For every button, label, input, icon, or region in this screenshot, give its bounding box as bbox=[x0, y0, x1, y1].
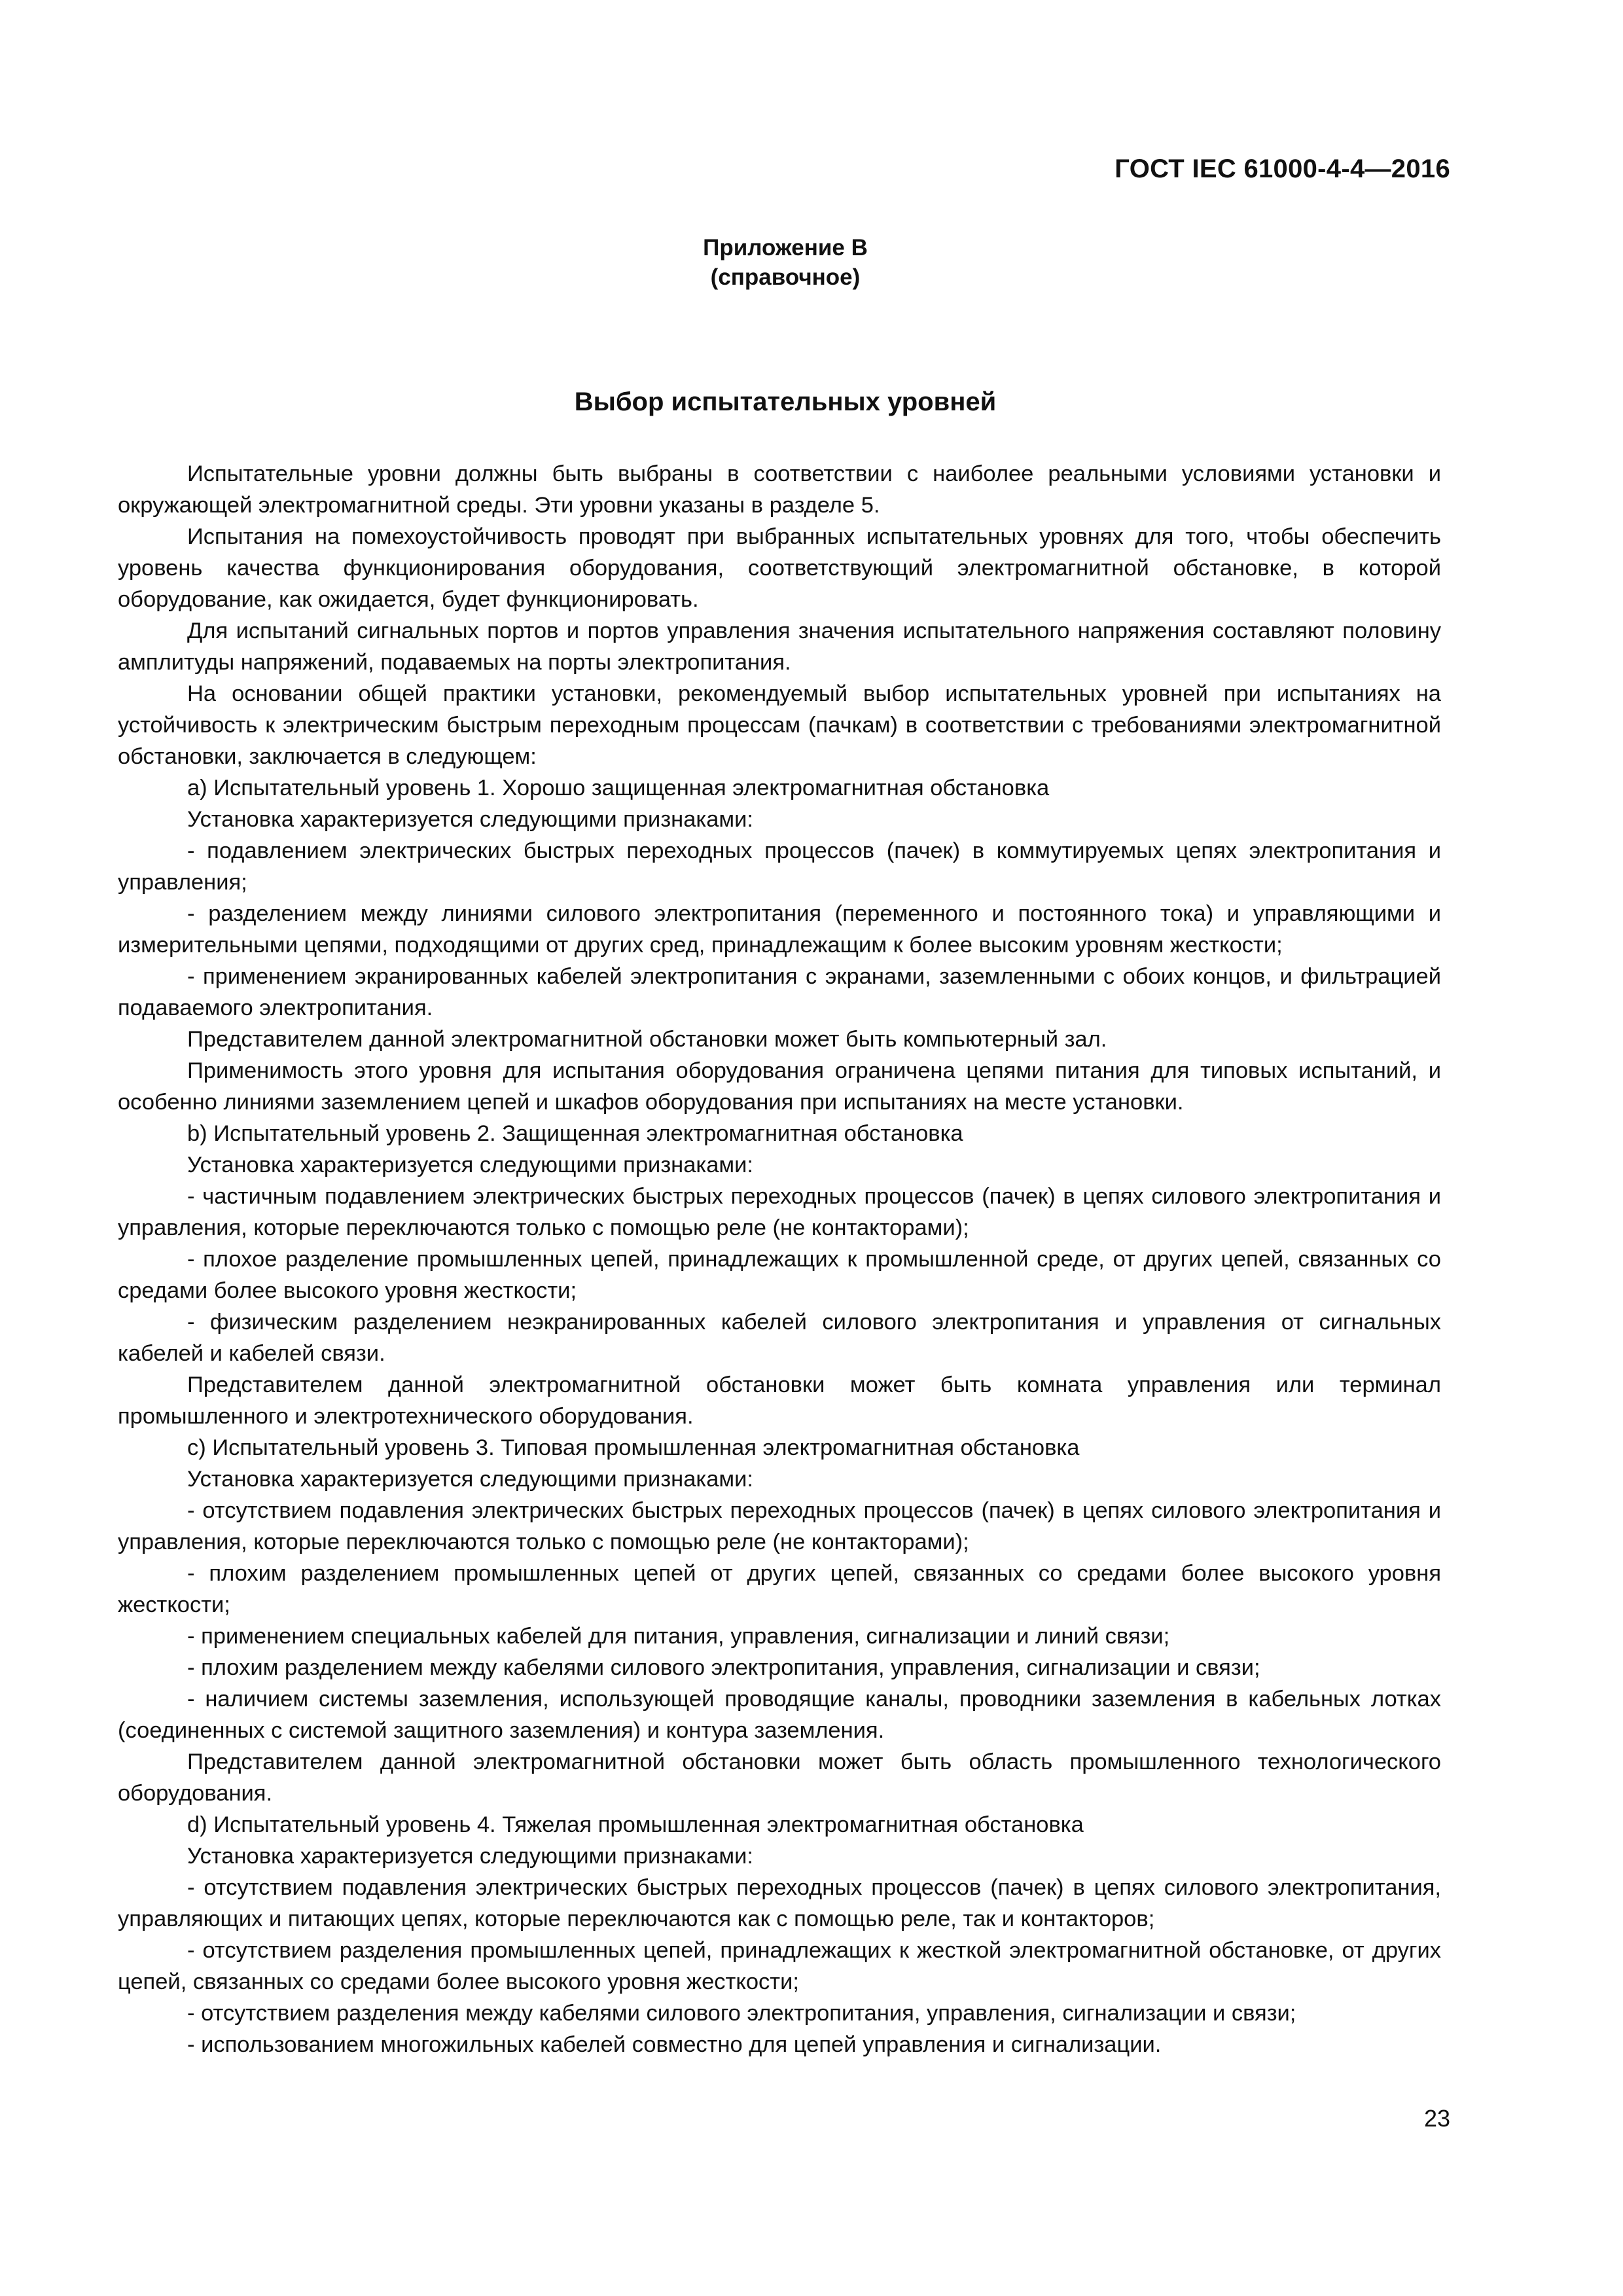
list-item: - частичным подавлением электрических быстрых переходных процессов (пачек) в цепях силового электропитания и управления, которые переключаются только с помощью реле (не контакторами); bbox=[118, 1184, 1441, 1240]
list-item: - применением экранированных кабелей электропитания с экранами, заземленными с обоих концов, и фильтрацией подаваемого электропитания. bbox=[118, 964, 1441, 1020]
paragraph: Установка характеризуется следующими признаками: bbox=[187, 807, 753, 832]
list-item: - отсутствием подавления электрических быстрых переходных процессов (пачек) в цепях силового электропитания, управляющих и питающих цепях, которые переключаются как с помощью реле, так и контакторов; bbox=[118, 1875, 1441, 1931]
list-item: - применением специальных кабелей для питания, управления, сигнализации и линий связи; bbox=[187, 1624, 1170, 1649]
list-item: - плохим разделением между кабелями силового электропитания, управления, сигнализации и связи; bbox=[187, 1655, 1260, 1680]
paragraph: Представителем данной электромагнитной обстановки может быть компьютерный зал. bbox=[187, 1027, 1107, 1052]
body-text bbox=[118, 458, 1441, 2060]
list-item: - отсутствием разделения промышленных цепей, принадлежащих к жесткой электромагнитной обстановке, от других цепей, связанных со средами более высокого уровня жесткости; bbox=[118, 1938, 1441, 1994]
list-item: - использованием многожильных кабелей совместно для цепей управления и сигнализации. bbox=[187, 2032, 1162, 2057]
page-number: 23 bbox=[1423, 2105, 1450, 2132]
list-heading-level-3: c) Испытательный уровень 3. Типовая промышленная электромагнитная обстановка bbox=[187, 1435, 1080, 1460]
list-item: - отсутствием разделения между кабелями силового электропитания, управления, сигнализации и связи; bbox=[187, 2001, 1296, 2026]
list-item: - подавлением электрических быстрых переходных процессов (пачек) в коммутируемых цепях электропитания и управления; bbox=[118, 838, 1441, 895]
document-code: ГОСТ IEC 61000-4-4—2016 bbox=[1115, 154, 1450, 183]
paragraph: Применимость этого уровня для испытания оборудования ограничена цепями питания для типовых испытаний, и особенно линиями заземлением цепей и шкафов оборудования при испытаниях на месте установки. bbox=[118, 1058, 1441, 1115]
paragraph: Испытательные уровни должны быть выбраны в соответствии с наиболее реальными условиями установки и окружающей электромагнитной среды. Эти уровни указаны в разделе 5. bbox=[118, 461, 1441, 518]
list-item: - наличием системы заземления, использующей проводящие каналы, проводники заземления в кабельных лотках (соединенных с системой защитного заземления) и контура заземления. bbox=[118, 1687, 1441, 1743]
list-item: - физическим разделением неэкранированных кабелей силового электропитания и управления от сигнальных кабелей и кабелей связи. bbox=[118, 1310, 1441, 1366]
list-item: - плохим разделением промышленных цепей от других цепей, связанных со средами более высокого уровня жесткости; bbox=[118, 1561, 1441, 1617]
list-heading-level-2: b) Испытательный уровень 2. Защищенная электромагнитная обстановка bbox=[187, 1121, 963, 1146]
paragraph: Установка характеризуется следующими признаками: bbox=[187, 1153, 753, 1177]
paragraph: Установка характеризуется следующими признаками: bbox=[187, 1844, 753, 1869]
paragraph: Представителем данной электромагнитной обстановки может быть комната управления или терминал промышленного и электротехнического оборудования. bbox=[118, 1372, 1441, 1429]
paragraph: Представителем данной электромагнитной обстановки может быть область промышленного технологического оборудования. bbox=[118, 1749, 1441, 1806]
list-item: - плохое разделение промышленных цепей, принадлежащих к промышленной среде, от других цепей, связанных со средами более высокого уровня жесткости; bbox=[118, 1247, 1441, 1303]
paragraph: Испытания на помехоустойчивость проводят при выбранных испытательных уровнях для того, чтобы обеспечить уровень качества функционирования оборудования, соответствующий электромагнитной обстановке, в которой оборудование, как ожидается, будет функционировать. bbox=[118, 524, 1441, 612]
list-heading-level-1: a) Испытательный уровень 1. Хорошо защищенная электромагнитная обстановка bbox=[187, 776, 1050, 800]
list-item: - отсутствием подавления электрических быстрых переходных процессов (пачек) в цепях силового электропитания и управления, которые переключаются только с помощью реле (не контакторами); bbox=[118, 1498, 1441, 1554]
annex-type: (справочное) bbox=[710, 264, 861, 290]
annex-title: Приложение В bbox=[703, 235, 868, 260]
list-item: - разделением между линиями силового электропитания (переменного и постоянного тока) и управляющими и измерительными цепями, подходящими от других сред, принадлежащим к более высоким уровням жесткости; bbox=[118, 901, 1441, 958]
list-heading-level-4: d) Испытательный уровень 4. Тяжелая промышленная электромагнитная обстановка bbox=[187, 1812, 1084, 1837]
paragraph: Для испытаний сигнальных портов и портов управления значения испытательного напряжения составляют половину амплитуды напряжений, подаваемых на порты электропитания. bbox=[118, 619, 1441, 675]
section-title: Выбор испытательных уровней bbox=[574, 387, 997, 416]
paragraph: На основании общей практики установки, рекомендуемый выбор испытательных уровней при испытаниях на устойчивость к электрическим быстрым переходным процессам (пачкам) в соответствии с требованиями электромагнитной обстановки, заключается в следующем: bbox=[118, 681, 1441, 769]
paragraph: Установка характеризуется следующими признаками: bbox=[187, 1467, 753, 1492]
